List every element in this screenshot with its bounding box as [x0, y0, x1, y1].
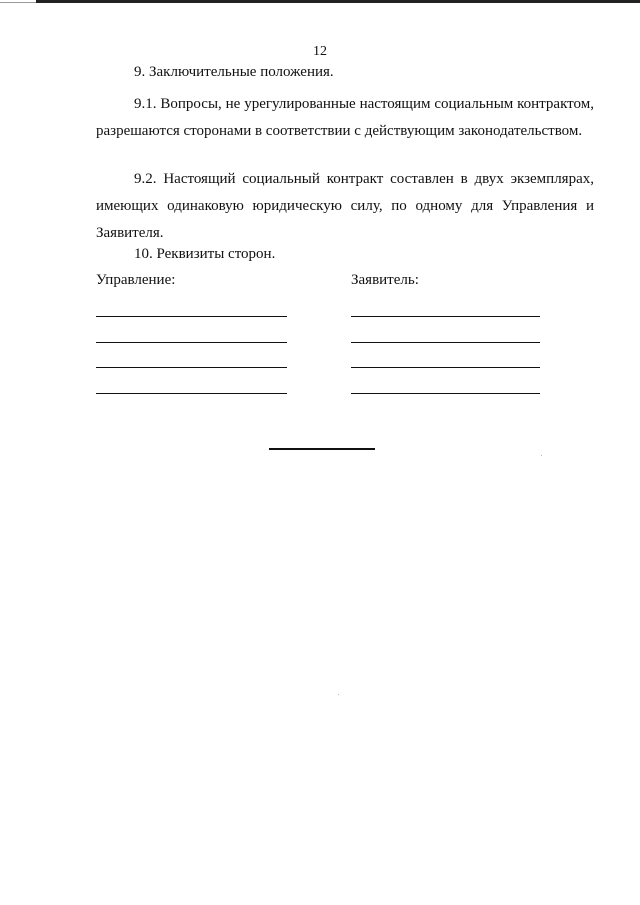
section-9-heading: 9. Заключительные положения. [134, 64, 334, 80]
top-edge-rule [36, 0, 640, 3]
applicant-requisite-line [351, 316, 540, 317]
applicant-requisite-line [351, 393, 540, 394]
applicant-requisite-line [351, 342, 540, 343]
scan-speck [338, 694, 339, 695]
applicant-requisite-line [351, 367, 540, 368]
party-label-applicant: Заявитель: [351, 272, 419, 288]
administration-requisite-line [96, 367, 287, 368]
clause-9-1: 9.1. Вопросы, не урегулированные настоящим социальным контрактом, разрешаются сторонами в соответствии с действующим законодательством. [96, 96, 594, 139]
section-10-heading: 10. Реквизиты сторон. [134, 246, 276, 262]
administration-requisite-line [96, 342, 287, 343]
top-edge-faint-rule [0, 2, 36, 3]
page-number: 12 [313, 44, 327, 59]
administration-requisite-line [96, 393, 287, 394]
party-label-administration: Управление: [96, 272, 176, 288]
clause-9-2: 9.2. Настоящий социальный контракт составлен в двух экземплярах, имеющих одинаковую юридическую силу, по одному для Управления и Заявителя. [96, 171, 594, 241]
scan-speck [541, 455, 542, 456]
administration-requisite-line [96, 316, 287, 317]
closing-rule [269, 448, 375, 450]
